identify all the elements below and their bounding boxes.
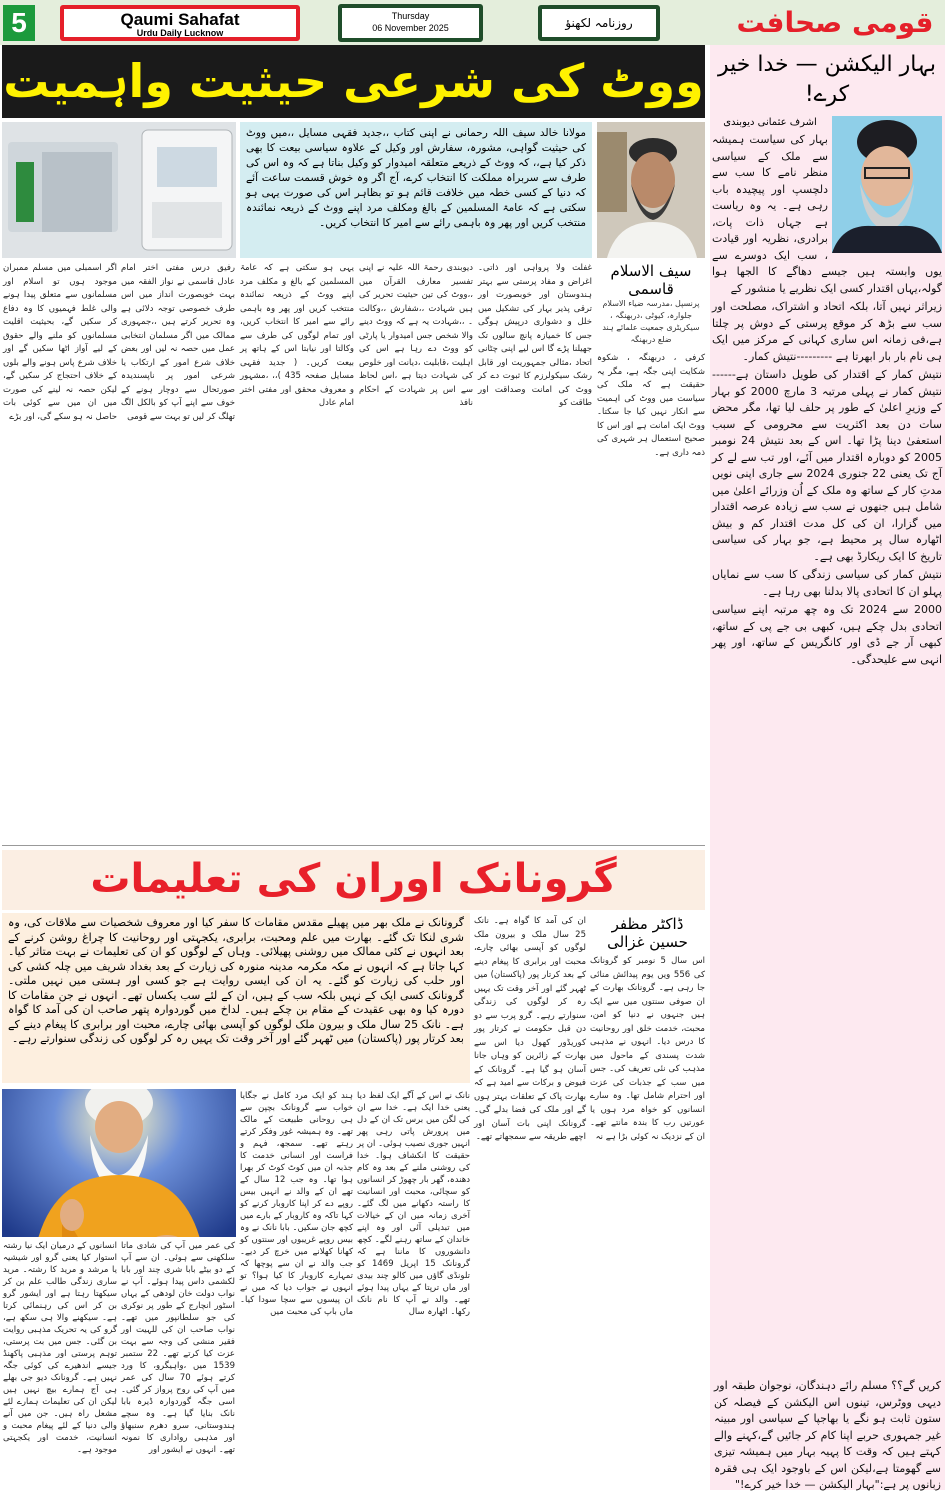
bottom-byline-block — [590, 915, 705, 1144]
author-description: پرنسپل ،مدرسہ ضیاء الاسلام جلوارہ، کیوٹی ،دربھنگہ ، سیکریٹری جمعیت علمائے ہند ضلع دربھنگہ — [602, 299, 700, 344]
bottom-column-3: ہند کو ایک مرد کامل نے جگایا خواب سے گرونانک بچپن سے ہی روحانی طبیعت کے مالک تھے۔ وہ ہمیشہ غور وفکر کرتے رہتے تھے۔ سمجھ، فہم و فراست اور انسانی خدمت کا جذبہ ان میں کوٹ کوٹ کر بھرا ہوا تھا۔ وہ جب 12 سال کے تھے ان کے والد نے انہیں بیس روپے دے کر اپنا کاروبار کرنے کو کہا تاکہ وہ کاروبار کے بارے میں کچھ جان سکیں۔ بابا نانک نے وہ بیس روپے غریبوں اور سنتوں کو کھانا کھلانے میں خرچ کر دیے۔ جب والد نے ان سے پوچھا کہ تمہارے کاروبار کا کیا ہوا؟ تو انہوں نے جواب دیا کہ میں نے ان پیسوں سے سچا سودا کیا۔ ماں باپ کی محبت میں — [240, 1091, 353, 1317]
right-paragraph-3: نتیش کمار کے اقتدار کی طویل داستان ہے------نتیش کمار نے پہلی مرتبہ 3 مارچ 2000 کو بہار کے وزیرِ اعلیٰ کے طور پر حلف لیا تھا، مگر محض سات دن بعد اکثریت سے محرومی کے سبب استعفیٰ دینا پڑا تھا۔ اس کے بعد نتیش 24 نومبر 2005 کو دوبارہ اقتدار میں آئے، اور تب سے لے کر آج تک یعنی 22 جنوری 2024 سے جاری اپنی نویں مدتِ کار کے ساتھ وہ ملک کے اُن وزرائے اعلیٰ میں شامل ہیں جنھوں نے سب سے زیادہ عرصہ اقتدار میں گزارا، ان کی کل مدت اقتدار کم و بیش اٹھارہ سال پر محیط ہے، جو بہار کی سیاسی تاریخ کا ایک ریکارڈ بھی ہے۔ — [712, 368, 942, 563]
top-column-1: اگر اسمبلی میں مسلم ممبران موجود ہوں تو اسلام اور مسلمانوں سے متعلق پیدا ہونے والی غلط فہمیوں کا وہ دفاع کر سکیں گے، بحیثیت اقلیت مسلمانوں کو ملنے والے حقوق کے لیے آواز اٹھا سکیں گے اور خلاف شرع پاس ہونے والے بلوں کے خلاف احتجاج کر سکیں گے، لیکن حصہ نہ لینے کی صورت میں ان میں سے کوئی بات حاصل نہ ہو سکے گی، اور بڑے — [3, 263, 117, 422]
top-column-2: رفیق درس مفتی اختر امام عادل قاسمی نے نواز الفقہ میں بہت خوبصورت انداز میں اس طرف خصوصی توجہ دلائی ہے وہ تحریر کرتے ہیں ،،جمہوری ممالک میں اگر مسلمان انتخابی عمل میں حصہ نہ لیں اور بعض خلاف شرع امور کے ارتکاب یا شرعی امور پر ناپسندیدہ صورتحال سے دوچار ہونے کے خوف سے اپنے آپ کو بالکل الگ تھلگ کر لیں تو بہت سے قومی — [121, 263, 235, 422]
issue-date: 06 November 2025 — [372, 23, 449, 33]
section-divider — [2, 845, 705, 846]
right-paragraph-1: بہار کی سیاست ہمیشہ سے ملک کے سیاسی منظر نامے کا سب سے دلچسپ اور پیچیدہ باب رہی ہے۔ یہ وہ ریاست ہے جہاں ذات پات، برادری، نظریہ اور قیادت ، سب ایک دوسرے سے یوں وابستہ ہیں جیسے دھاگے کا الجھا ہوا گولہ،یہاں اقتدار کسی ایک نظریے یا منشور کے — [712, 133, 942, 295]
right-paragraph-5: 2000 سے 2024 تک وہ چھ مرتبہ اپنے سیاسی اتحادی بدل چکے ہیں، کبھی بی جے پی کے ساتھ، کبھی آر جے ڈی اور کانگریس کے ساتھ، اور پھر انہی سے علیحدگی۔ — [712, 603, 942, 666]
guru-nanak-portrait — [2, 1089, 236, 1237]
right-author-portrait — [832, 116, 942, 253]
evm-illustration — [2, 122, 236, 258]
roznama-label: روزنامہ لکھنؤ — [538, 5, 660, 41]
top-column-4: دیوبندی رحمۃ اللہ علیہ نے اپنی تفسیر معارف القرآن میں ،،ووٹ کی تین حیثیت تحریر کی ہیں شہادت ،،شفارش ،،وکالت ۔ ،،شہادت یہ ہے کہ ووٹ دینے والا شخص جس امیدوار یا پارٹی کو ووٹ دے رہا ہے اس کی اہلیت ،قابلیت ،دیانت اور خلوص کی شہادت دیتا ہے ،اس لحاظ سے اس پر شہادت کے احکام نافذ — [359, 263, 473, 408]
right-paragraph-4: نتیش کمار کی سیاسی زندگی کا سب سے نمایاں پہلو ان کا اتحادی پالا بدلنا بھی رہا ہے۔ — [712, 568, 942, 598]
page-number: 5 — [3, 5, 35, 41]
evm-voting-machine-image — [2, 122, 236, 258]
top-column-5: غفلت ولا پرواہی اور ذاتی۔ اغراض و مفاد پرستی سے بہتر ہندوستان اور خوبصورت اور ترقی پذیر بہار کی تشکیل میں خلل و دشواری درپیش ہوگی جس کا خمیازہ پانچ سالوں تک جھیلنا پڑے گا اس لیے اپنی چٹانی اتحاد ،مثالی جمہوریت اور قابل رشک سیکولرزم کا ثبوت دے کر ووٹ کی امانت وصداقت اور طاقت کو — [478, 263, 592, 408]
bottom-author: ڈاکٹر مظفر حسین غزالی — [607, 915, 688, 951]
right-paragraph-2: زیراثر نہیں آتا، بلکہ اتحاد و اشتراک، مصلحت اور سب سے بڑھ کر موقع پرستی کے دوش پر چلتا ہے،فی زمانہ اس ساری کہانی کے مرکز میں ایک ہی نام بار بار ابھرتا ہے ---------نتیش کمار۔ — [712, 300, 942, 363]
newspaper-tagline: Urdu Daily Lucknow — [136, 28, 224, 38]
top-headline: ووٹ کی شرعی حیثیت واہمیت — [2, 45, 705, 118]
right-paragraph-6: کریں گے؟؟ مسلم رائے دہندگان، نوجوان طبقہ اور دیہی ووٹرس، تینوں اس الیکشن کے فیصلہ کن ستون ثابت ہو نگے یا بھاجپا کے سیاسی اور مبینہ غیر جمہوری حربے اپنا کام کر جائیں گے،کہنے والے کہتے ہیں کہ وقت کا پہیہ بہار میں ہمیشہ تیزی سے گھومتا ہے،لیکن اس کے باوجود ایک ہی فقرہ زبانوں پر ہے:"بہار الیکشن — خدا خیر کرے!" — [714, 1379, 941, 1491]
bottom-article-intro: گرونانک نے ملک بھر میں پھیلے مقدس مقامات کا سفر کیا اور معروف شخصیات سے ملاقات کی، وہ شری لنکا تک گئے۔ بھارت میں علم ومحبت، برابری، یکجہتی اور روحانیت کا چراغ روشن کرنے کے بعد انہوں نے کئی ممالک میں روشنی پھیلائی۔ وہاں کے لوگوں کو ان کی تعلیمات نے بہت متاثر کیا۔ کہا جاتا ہے کہ انہوں نے مکہ مکرمہ مدینہ منورہ کی زیارت کے بعد بغداد شریف میں چلہ کشی کی اور حلب کی زیارت کو گئے۔ یہ ان کی ایسی روایت ہے جو کسی اور ہستی میں نہیں ملتی۔ گرونانک کسی ایک کے نہیں بلکہ سب کے ہیں، ان کے لئے سب یکساں تھے۔ انہوں نے جن مقامات کا دورہ کیا وہ بھی عقیدت کے مقام بن چکے ہیں۔ لداخ میں گوردوارہ پتھر صاحب ان کی آمد کا گواہ ہے۔ نانک 25 سال ملک و بیرون ملک لوگوں کو آپسی بھائی چارے، محبت اور برابری کا پیغام دینے کے بعد کرتار پور (پاکستان) میں ٹھہر گئے اور آخر وقت تک یہیں رہ کر لوگوں کی زندگی سنوارتے رہے۔ — [2, 913, 470, 1083]
guru-nanak-image — [2, 1089, 236, 1237]
right-author: اشرف عثمانی دیوبندی — [723, 117, 817, 128]
newspaper-name: Qaumi Sahafat — [120, 10, 240, 29]
date-box — [338, 4, 483, 42]
right-author-photo — [832, 116, 942, 253]
author-name: سیف الاسلام قاسمی — [610, 262, 692, 298]
bottom-column-4: نانک نے اس کے آگے ایک لفظ دیا یعنی خدا ایک ہے۔ خدا سے ان کی لگن میں برس تک ان کے دل میں پرورش پاتی رہی پھر انہیں جوری نصیب ہوئی۔ ان پر حقیقت کا انکشاف ہوا۔ خدا کی روشنی ملنے کے بعد وہ کام دھندہ، گھر بار چھوڑ کر انسانوں کو سچائی، محبت اور انسانیت کا راستہ دکھانے میں لگ گئے۔ آخری زمانہ میں ان کے خیالات میں تبدیلی آئی اور وہ اپنے خاندان کے ساتھ رہنے لگے۔ کچھ دانشوروں کا ماننا ہے کہ گرونانک 15 اپریل 1469 کو تلونڈی گاؤں میں کالو چند بیدی اور ماں ترپتا کے یہاں پیدا ہوئے تھے۔ والد نے آپ کا نام نانک رکھا۔ اٹھارہ سال — [357, 1091, 470, 1317]
bottom-column-5: کی عمر میں آپ کی شادی ماتا سلکھنی سے ہوئی۔ ان سے آپ کے دو بیٹے بابا شری چند اور بابا لکشمی داس پیدا ہوئے۔ آپ نے نواب دولت خان لودھی کے یہاں اسٹور انچارج کے طور پر نوکری کی جو سلطانپور میں تھے۔ نواب صاحب ان کی للہیت اور فقیر منشی کی وجہ سے بہت عزت کیا کرتے تھے۔ 22 ستمبر 1539 میں ،واہیگرو، کا ورد کرتے ہوئے 70 سال کی عمر میں آپ کی روح پرواز کر گئی۔ اسی جگہ گوردوارہ ڈیرہ بابا نانک بنایا گیا ہے۔ وہ سچے ہندوستانی، سرو دھرم سنبھاؤ اور مذہبی رواداری کا نمونہ تھے۔ انہوں نے ایشور اور — [121, 1241, 235, 1455]
right-article-flow — [712, 50, 942, 670]
top-article-intro: مولانا خالد سیف اللہ رحمانی نے اپنی کتاب ،،جدید فقہی مسایل ،،میں ووٹ کی حیثیت گواہی، مشورہ، سفارش اور وکیل کے علاوہ سیاسی بیعت کا بھی ذکر کیا ہے،، کہ ووٹ کے ذریعے متعلقہ امیدوار کو وکیل بناتا ہے کہ وہ اس کی طرف سے سربراہ مملکت کا انتخاب کرے، آج اگر وہ خوش قسمت ساعت آئے کہ دنیا کے کسی خطہ میں خلافت قائم ہو تو بظاہر اس کی صورت یہی ہو سکتی ہے کہ عامۃ المسلمین کے بالغ ومکلف مرد اپنے ووٹ کے ذریعہ نمائندہ منتخب کریں اور پھر وہ باہمی رائے سے امیر کا انتخاب کریں۔ — [240, 122, 592, 258]
bottom-headline: گرونانک اوران کی تعلیمات — [2, 850, 705, 910]
author-block — [597, 262, 705, 460]
top-column-6: کرفی ، دربھنگہ ، شکوہ شکایت اپنی جگہ ہے، مگر یہ حقیقت ہے کہ ملک کی سیاست میں ووٹ کی اہمیت سے انکار نہیں کیا جا سکتا۔ ووٹ ایک امانت ہے اور اس کا صحیح استعمال ہر شہری کی ذمہ داری ہے۔ — [597, 353, 705, 458]
weekday: Thursday — [391, 11, 430, 21]
bottom-column-2: ان کی آمد کا گواہ ہے۔ نانک 25 سال ملک و بیرون ملک لوگوں کو آپسی بھائی چارے، محبت اور برابری کا پیغام دینے کے بعد کرتار پور (پاکستان) میں ٹھہر گئے اور آخر وقت تک یہیں رہ کر لوگوں کی زندگی سنوارتے رہے۔ گرو پرب سے دو دن قبل حکومت نے کرتار پور کوریڈور کھول دیا اس سے بھارت کے زائرین کو وہاں جانا آسان ہو گیا ہے۔ گرونانک کے فیوض و برکات سے امید ہے کہ بھارت پاک کے تعلقات بہتر ہوں گے اور ملک کی فضا بدلے گی۔ گرونانک اپنی بات آسان اور اچھے طریقہ سے سمجھاتے تھے۔ — [474, 916, 586, 1142]
newspaper-name-box — [60, 5, 300, 41]
author-portrait — [597, 122, 705, 258]
top-column-3: یہی ہو سکتی ہے کہ عامۃ المسلمین کے بالغ و مکلف مرد اپنے ووٹ کے ذریعہ نمائندہ منتخب کریں اور پھر وہ باہمی رائے سے امیر کا انتخاب کریں، اور تمام لوگوں کی طرف سے وکالتا اور نیابتا اس کے ہاتھ پر بیعت کریں۔ ( جدید فقہی مسایل صفحہ 435 )،، ،مشہور و معروف محقق اور مفتی اختر امام عادل — [240, 263, 354, 408]
bottom-column-6: انسانوں کے درمیان ایک نیا رشتہ استوار کیا یعنی گرو اور شیشیہ یا مرشد و مرید کا رشتہ۔ مرید ساری زندگی طالب علم بن کر سیکھتا رہتا ہے اور ایشور گرو بن کر اس کی رہنمائی کرتا ہے۔ سیکھنے والا ہی سکھ ہے، گرو کی یہ تحریک مذہبی روایت بن گئی۔ جس میں بت پرستی، توہم پرستی اور مذہبی پاکھنڈ جیسے اندھیرے کی کوئی جگہ نہیں ہے۔ گرونانک دیو جی بھلے ہی آج ہمارے بیچ نہیں ہیں لیکن ان کی تعلیمات ہمارے لئے مشعل راہ ہیں۔ جن میں آنے والی دنیا کے لئے پیغام محبت و انسانیت، خدمت اور یکجہتی موجود ہے۔ — [3, 1241, 117, 1455]
bottom-column-1: اس سال 5 نومبر کو گرونانک کی 556 ویں یوم پیدائش منائی جا رہی ہے۔ گرونانک بھارت کے ان صوفی سنتوں میں سے ایک ہیں جنہوں نے دنیا کو امن، محبت، خدمت خلق اور روحانیت کا درس دیا۔ انہوں نے مذہبی شدت پسندی کے ماحول میں مذہب کی نئی تعریف کی۔ جس میں سب کے جذبات کی عزت اور احترام شامل تھا۔ وہ سارے انسانوں کو خواہ مرد ہوں یا عورتیں رب کا بندہ مانتے تھے۔ ان کے نزدیک نہ کوئی بڑا ہے نہ — [590, 956, 705, 1142]
author-photo — [597, 122, 705, 258]
right-headline: بہار الیکشن — خدا خیر کرے! — [718, 52, 936, 107]
urdu-logo: قومی صحافت — [736, 6, 934, 39]
